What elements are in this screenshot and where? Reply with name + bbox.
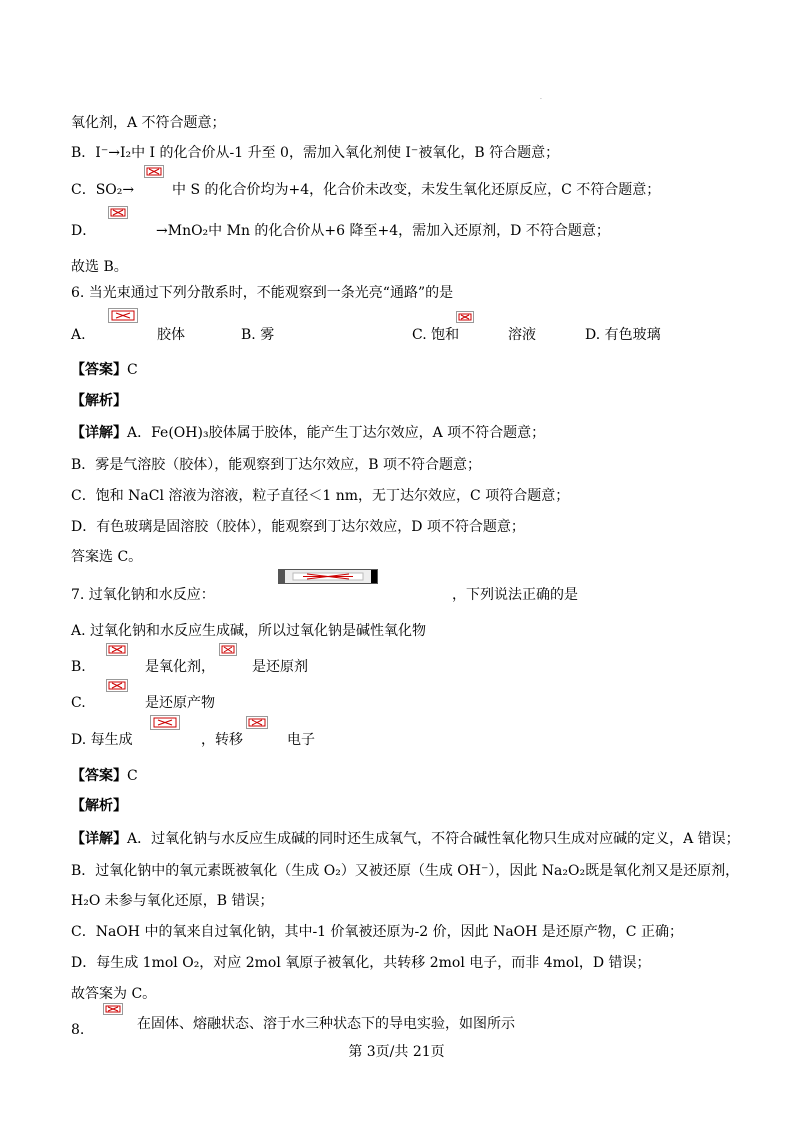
missing-image-icon (108, 206, 128, 219)
missing-image-icon (456, 311, 474, 323)
question-8-stem: 在固体、熔融状态、溶于水三种状态下的导电实验，如图所示 (137, 1016, 515, 1032)
missing-image-icon (246, 716, 268, 729)
question-6-option-a-label: A. (71, 327, 86, 343)
missing-image-icon (108, 308, 138, 323)
answer-value: C (127, 362, 138, 378)
line-5-option-c-end: 中 S 的化合价均为+4，化合价未改变，未发生氧化还原反应，C 不符合题意； (172, 182, 661, 198)
detail-7-c: C．NaOH 中的氧来自过氧化钠，其中-1 价氧被还原为-2 价，因此 NaOH 是还原产物，C 正确； (71, 924, 683, 940)
question-7-option-b-label: B. (71, 659, 86, 675)
question-6-option-c-label: C. 饱和 (412, 327, 460, 343)
page-footer: 第 3页/共 21页 (348, 1044, 445, 1060)
question-8-number: 8. (71, 1022, 85, 1038)
question-7-option-a: A. 过氧化钠和水反应生成碱，所以过氧化钠是碱性氧化物 (71, 623, 427, 639)
line-5-option-c-start: C．SO₂→ (71, 182, 135, 198)
question-7-stem-start: 7. 过氧化钠和水反应： (71, 587, 215, 603)
question-6-option-d: D. 有色玻璃 (585, 327, 661, 343)
detail-text: A．Fe(OH)₃胶体属于胶体，能产生丁达尔效应，A 项不符合题意； (127, 425, 546, 441)
question-6-stem: 6. 当光束通过下列分散系时，不能观察到一条光亮“通路”的是 (71, 285, 454, 301)
missing-image-icon (144, 165, 164, 178)
question-7-option-c-label: C. (71, 695, 86, 711)
detail-7-b: B．过氧化钠中的氧元素既被氧化（生成 O₂）又被还原（生成 OH⁻），因此 Na₂O₂既是氧化剂又是还原剂， (71, 863, 740, 879)
missing-image-icon (150, 715, 180, 730)
analysis-6-label: 【解析】 (71, 393, 127, 409)
answer-value: C (127, 768, 138, 784)
question-6-option-c-text: 溶液 (508, 327, 536, 343)
detail-7-b-cont: H₂O 未参与氧化还原，B 错误； (71, 893, 274, 909)
question-6-option-a-text: 胶体 (157, 327, 185, 343)
line-5-option-b: B．I⁻→I₂中 I 的化合价从-1 升至 0，需加入氧化剂使 I⁻被氧化，B 符合题意； (71, 145, 560, 161)
stray-dot: · (540, 96, 542, 103)
answer-label: 【答案】 (71, 362, 127, 378)
question-7-option-b-text-2: 是还原剂 (252, 659, 308, 675)
question-7-option-d-label: D. 每生成 (71, 732, 133, 748)
line-5-option-d-start: D． (71, 223, 97, 239)
line-5-conclusion-a: 氧化剂，A 不符合题意； (71, 115, 226, 131)
detail-6-answer: 答案选 C。 (71, 549, 143, 565)
question-7-option-b-text-1: 是氧化剂， (145, 659, 215, 675)
question-7-stem-end: ，下列说法正确的是 (452, 587, 578, 603)
question-7-option-c-text: 是还原产物 (145, 695, 215, 711)
question-7-option-d-text-1: ，转移 (201, 732, 243, 748)
missing-image-icon (106, 643, 128, 656)
detail-label: 【详解】 (71, 425, 127, 441)
missing-image-icon (106, 679, 128, 692)
detail-6-b: B．雾是气溶胶（胶体），能观察到丁达尔效应，B 项不符合题意； (71, 457, 482, 473)
missing-image-icon (103, 1003, 123, 1015)
detail-7-answer: 故答案为 C。 (71, 986, 157, 1002)
detail-label: 【详解】 (71, 831, 127, 847)
detail-6-d: D．有色玻璃是固溶胶（胶体），能观察到丁达尔效应，D 项不符合题意； (71, 519, 525, 535)
detail-7-a (71, 830, 740, 848)
analysis-7-label: 【解析】 (71, 798, 127, 814)
detail-7-d: D．每生成 1mol O₂，对应 2mol 氧原子被氧化，共转移 2mol 电子，而非 4mol，D 错误； (71, 955, 651, 971)
detail-6-a (71, 424, 545, 442)
answer-label: 【答案】 (71, 768, 127, 784)
detail-text: A．过氧化钠与水反应生成碱的同时还生成氧气，不符合碱性氧化物只生成对应碱的定义，A 错误； (127, 831, 740, 847)
answer-7-label (71, 767, 138, 785)
missing-image-icon (219, 643, 237, 656)
question-7-option-d-text-2: 电子 (287, 732, 315, 748)
detail-6-c: C．饱和 NaCl 溶液为溶液，粒子直径＜1 nm，无丁达尔效应，C 项符合题意； (71, 488, 570, 504)
line-5-option-d-end: →MnO₂中 Mn 的化合价从+6 降至+4，需加入还原剂，D 不符合题意； (156, 223, 610, 239)
reaction-equation-image (278, 569, 378, 584)
line-5-answer: 故选 B。 (71, 259, 128, 275)
answer-6-label (71, 361, 138, 379)
question-6-option-b: B. 雾 (241, 327, 275, 343)
